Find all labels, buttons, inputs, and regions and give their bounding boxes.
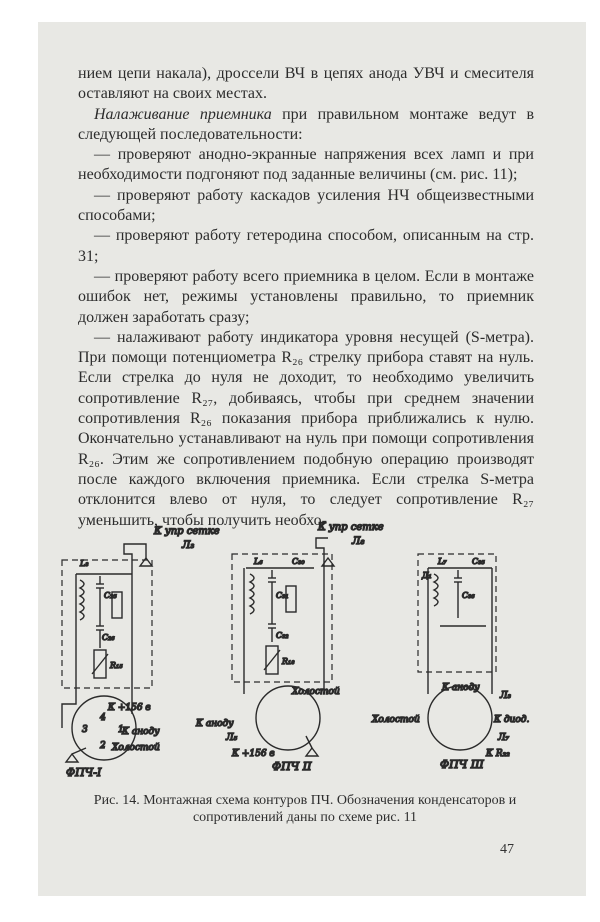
- fpch3-diagram: [418, 554, 496, 750]
- label-c36: С₃₆: [462, 591, 475, 600]
- label-k-anode-2: К аноду: [196, 719, 234, 729]
- label-l3-coil: L₃: [80, 559, 89, 568]
- label-l7: Л₇: [498, 733, 510, 743]
- label-l6-coil: L₆: [254, 557, 263, 566]
- heading-italic: Налаживание приемника: [94, 105, 272, 123]
- paragraph-2: [78, 105, 534, 146]
- label-l7-coil: L₇: [438, 557, 447, 566]
- pin-label-2: 2: [100, 741, 106, 751]
- label-k-diode: К диод.: [494, 715, 530, 725]
- circuit-diagram: [46, 518, 556, 788]
- label-fpch1: ФПЧ-I: [66, 766, 102, 779]
- body-text: [78, 64, 534, 531]
- label-kholostoi-1: Холостой: [112, 743, 160, 753]
- paragraph-4: — проверяют работу каскадов усиления НЧ общеизвестными способами;: [78, 186, 534, 225]
- label-l5: Л₅: [226, 733, 238, 743]
- label-c31: С₃₁: [276, 591, 289, 600]
- paragraph-3: — проверяют анодно-экранные напряжения всех ламп и при необходимости подгоняют под заданные величины (см. рис. 11);: [78, 146, 534, 184]
- pin-label-1: 1: [118, 725, 124, 735]
- paragraph-7: — налаживают работу индикатора уровня несущей (S-метра). При помощи потенциометра R₂₆ стрелку прибора ставят на нуль. Если стрелка до нуля не доходит, то необходимо увеличить сопротивление R₂₇, добиваясь, чтобы при среднем значении сопротивления R₂₆ показания прибора приближались к нулю. Окончательно устанавливают на нуль при помощи сопротивления R₂₆. Этим же сопротивлением подобную операцию производят после каждого включения приемника. Если стрелка S-метра отклонится влево от нуля, то следует сопротивление R₂₇ уменьшить, чтобы получить необхо-: [78, 328, 534, 529]
- label-grid-1: К упр сетке: [154, 526, 220, 537]
- label-kholostoi-2: Холостой: [292, 687, 340, 697]
- pin-label-4: 4: [100, 713, 106, 723]
- circuit-figure: [46, 518, 556, 788]
- label-grid-2: К упр сетке: [318, 522, 384, 533]
- label-d1: Д₁: [422, 571, 432, 580]
- page-number: 47: [500, 842, 514, 857]
- label-fpch2: ФПЧ II: [272, 760, 312, 773]
- label-c32: С₃₂: [276, 631, 289, 640]
- label-l3: Л₃: [182, 540, 195, 551]
- fpch2-diagram: [232, 538, 334, 756]
- pin-label-3: 3: [82, 725, 88, 735]
- label-c35: С₃₅: [472, 557, 485, 566]
- label-l3b: Л₃: [500, 691, 512, 701]
- paragraph-5: — проверяют работу гетеродина способом, описанным на стр. 31;: [78, 227, 534, 265]
- label-k156-1: К +156 в: [108, 703, 151, 713]
- label-k-anode-1: К аноду: [122, 727, 160, 737]
- label-c26: С₂₆: [102, 633, 115, 642]
- label-kr22: К R₂₂: [486, 749, 510, 759]
- label-k156-2: К +156 в: [232, 749, 275, 759]
- figure-caption: Рис. 14. Монтажная схема контуров ПЧ. Обозначения конденсаторов и сопротивлений даны по схеме рис. 11: [93, 793, 517, 825]
- label-r15: R₁₅: [110, 661, 123, 670]
- label-l8: Л₈: [352, 536, 365, 547]
- label-c25: С₂₅: [104, 591, 117, 600]
- paragraph-2-text: при правильном монтаже ведут в следующей последовательности:: [78, 105, 535, 143]
- paragraph-6: — проверяют работу всего приемника в целом. Если в монтаже ошибок нет, режимы установлены правильно, то приемник должен заработать сразу;: [78, 267, 534, 326]
- paragraph-1: нием цепи накала), дроссели ВЧ в цепях анода УВЧ и смесителя оставляют на своих местах.: [78, 65, 534, 103]
- label-c30: С₃₀: [292, 557, 305, 566]
- label-r18: R₁₈: [282, 657, 295, 666]
- label-k-anode-3: К аноду: [442, 683, 480, 693]
- label-fpch3: ФПЧ III: [440, 758, 484, 771]
- label-kholostoi-3: Холостой: [372, 715, 420, 725]
